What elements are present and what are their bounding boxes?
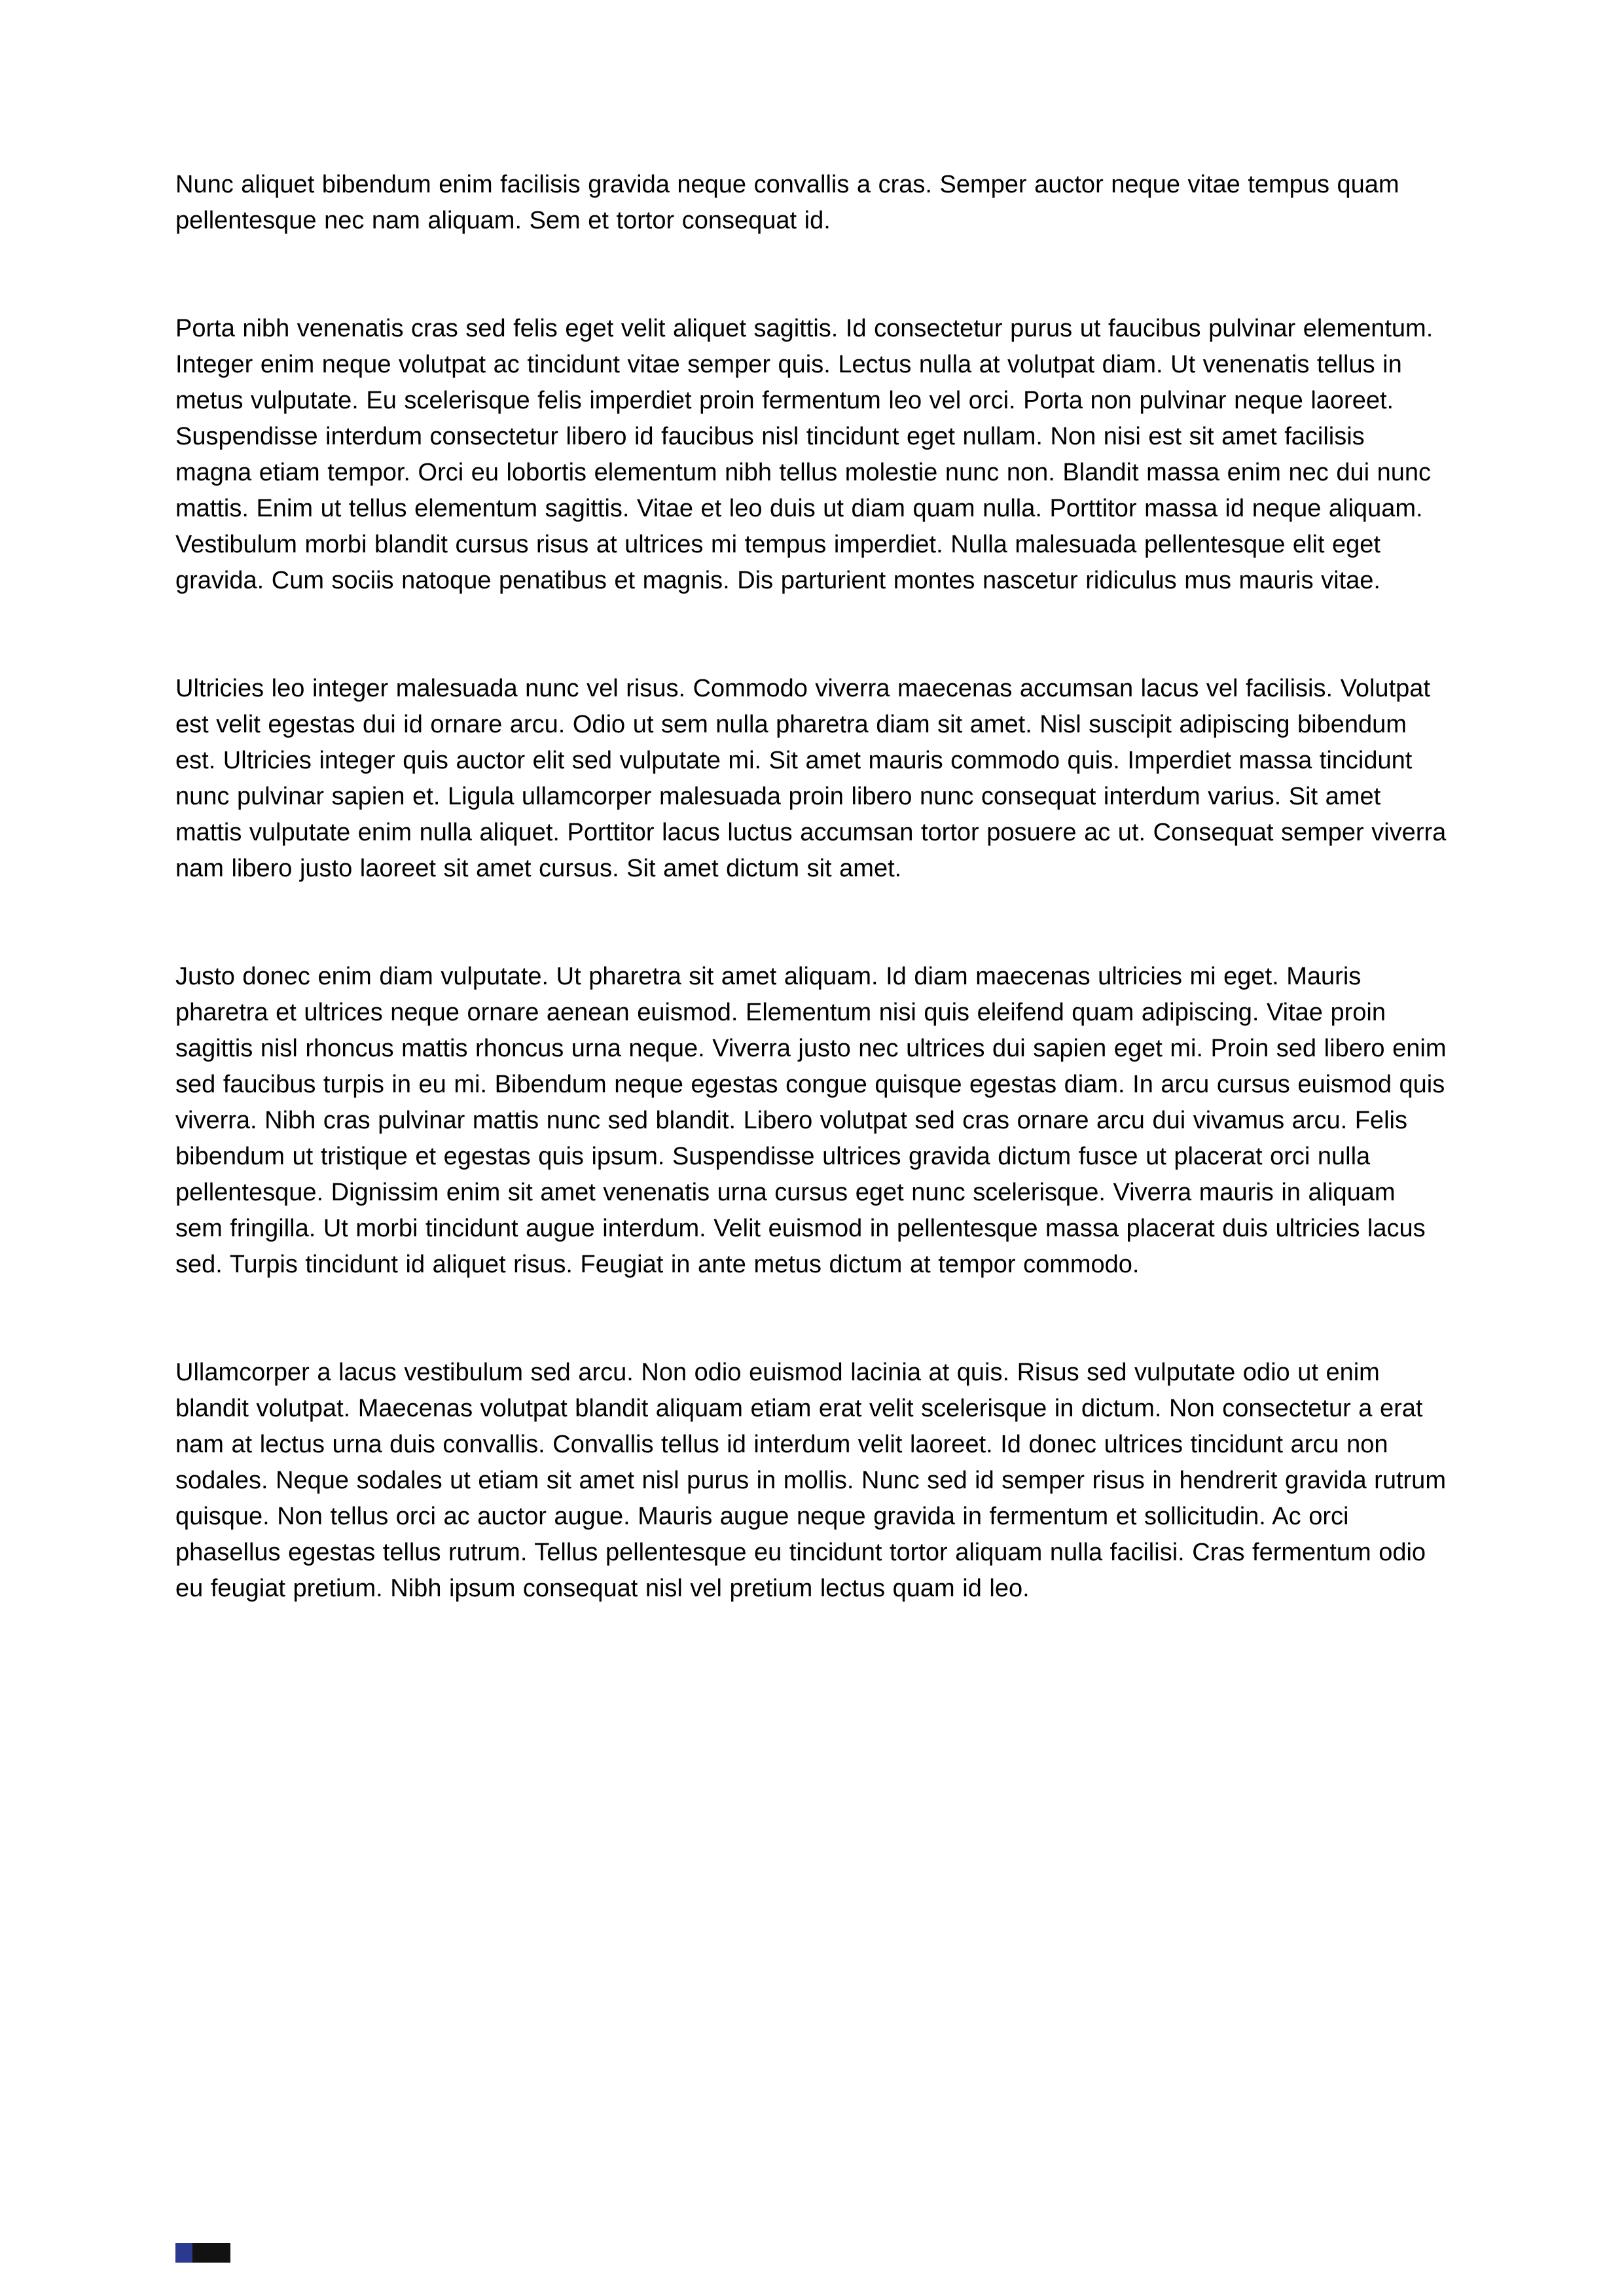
paragraph-5: Ullamcorper a lacus vestibulum sed arcu. Non odio euismod lacinia at quis. Risus sed vulputate odio ut enim blandit volutpat. Maecenas volutpat blandit aliquam etiam erat velit scelerisque in dictum. Non consectetur a erat nam at lectus urna duis convallis. Convallis tellus id interdum velit laoreet. Id donec ultrices tincidunt arcu non sodales. Neque sodales ut etiam sit amet nisl purus in mollis. Nunc sed id semper risus in hendrerit gravida rutrum quisque. Non tellus orci ac auctor augue. Mauris augue neque gravida in fermentum et sollicitudin. Ac orci phasellus egestas tellus rutrum. Tellus pellentesque eu tincidunt tortor aliquam nulla facilisi. Cras fermentum odio eu feugiat pretium. Nibh ipsum consequat nisl vel pretium lectus quam id leo. [175, 1359, 1446, 1602]
paragraph-2: Porta nibh venenatis cras sed felis eget velit aliquet sagittis. Id consectetur purus ut faucibus pulvinar elementum. Integer enim neque volutpat ac tincidunt vitae semper quis. Lectus nulla at volutpat diam. Ut venenatis tellus in metus vulputate. Eu scelerisque felis imperdiet proin fermentum leo vel orci. Porta non pulvinar neque laoreet. Suspendisse interdum consectetur libero id faucibus nisl tincidunt eget nullam. Non nisi est sit amet facilisis magna etiam tempor. Orci eu lobortis elementum nibh tellus molestie nunc non. Blandit massa enim nec dui nunc mattis. Enim ut tellus elementum sagittis. Vitae et leo duis ut diam quam nulla. Porttitor massa id neque aliquam. Vestibulum morbi blandit cursus risus at ultrices mi tempus imperdiet. Nulla malesuada pellentesque elit eget gravida. Cum sociis natoque penatibus et magnis. Dis parturient montes nascetur ridiculus mus mauris vitae. [175, 315, 1434, 594]
footer-badge-dark-segment [192, 2243, 230, 2263]
footer-badge [175, 2243, 230, 2263]
footer-badge-blue-segment [175, 2243, 192, 2263]
paragraph-4: Justo donec enim diam vulputate. Ut pharetra sit amet aliquam. Id diam maecenas ultricies mi eget. Mauris pharetra et ultrices neque ornare aenean euismod. Elementum nisi quis eleifend quam adipiscing. Vitae proin sagittis nisl rhoncus mattis rhoncus urna neque. Viverra justo nec ultrices dui sapien eget mi. Proin sed libero enim sed faucibus turpis in eu mi. Bibendum neque egestas congue quisque egestas diam. In arcu cursus euismod quis viverra. Nibh cras pulvinar mattis nunc sed blandit. Libero volutpat sed cras ornare arcu dui vivamus arcu. Felis bibendum ut tristique et egestas quis ipsum. Suspendisse ultrices gravida dictum fusce ut placerat orci nulla pellentesque. Dignissim enim sit amet venenatis urna cursus eget nunc scelerisque. Viverra mauris in aliquam sem fringilla. Ut morbi tincidunt augue interdum. Velit euismod in pellentesque massa placerat duis ultricies lacus sed. Turpis tincidunt id aliquet risus. Feugiat in ante metus dictum at tempor commodo. [175, 963, 1447, 1278]
document-body [175, 167, 1447, 1607]
paragraph-3: Ultricies leo integer malesuada nunc vel risus. Commodo viverra maecenas accumsan lacus vel facilisis. Volutpat est velit egestas dui id ornare arcu. Odio ut sem nulla pharetra diam sit amet. Nisl suscipit adipiscing bibendum est. Ultricies integer quis auctor elit sed vulputate mi. Sit amet mauris commodo quis. Imperdiet massa tincidunt nunc pulvinar sapien et. Ligula ullamcorper malesuada proin libero nunc consequat interdum varius. Sit amet mattis vulputate enim nulla aliquet. Porttitor lacus luctus accumsan tortor posuere ac ut. Consequat semper viverra nam libero justo laoreet sit amet cursus. Sit amet dictum sit amet. [175, 675, 1447, 882]
paragraph-1: Nunc aliquet bibendum enim facilisis gravida neque convallis a cras. Semper auctor neque vitae tempus quam pellentesque nec nam aliquam. Sem et tortor consequat id. [175, 171, 1399, 234]
